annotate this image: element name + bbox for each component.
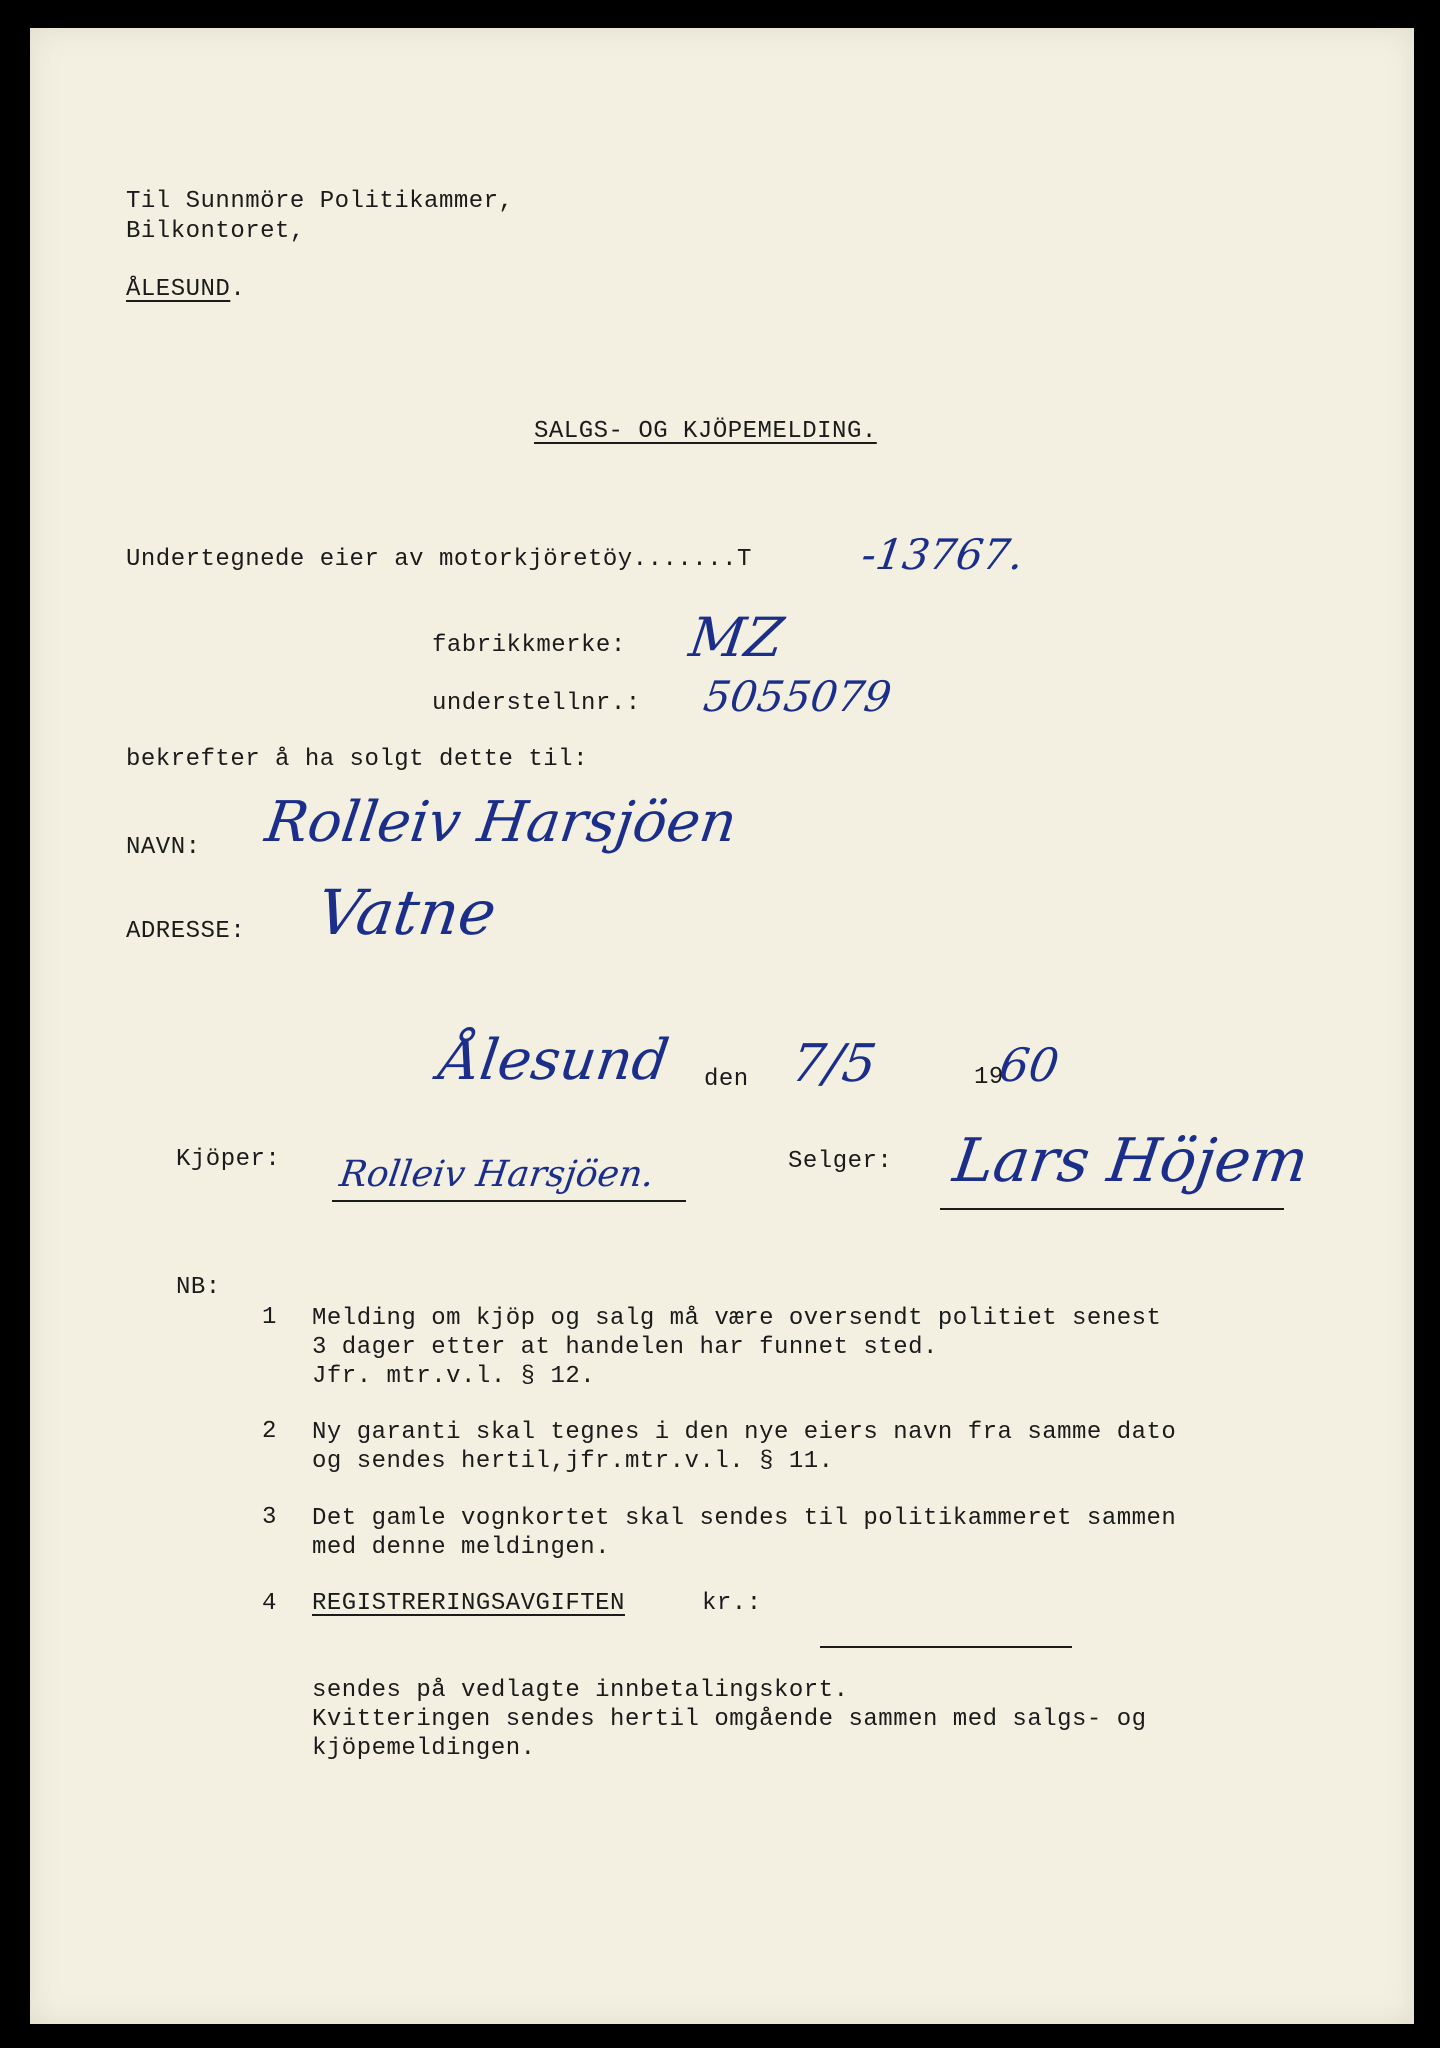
date-year-prefix: 19 xyxy=(974,1064,1004,1091)
address-city-suffix: . xyxy=(230,276,246,303)
buyer-signature-line xyxy=(332,1200,686,1202)
nb-item-1-text: Melding om kjöp og salg må være oversendt politiet senest 3 dager etter at handelen har funnet sted. Jfr. mtr.v.l. § 12. xyxy=(312,1305,1162,1390)
seller-signature-label: Selger: xyxy=(788,1148,893,1175)
buyer-signature: Rolleiv Harsjöen. xyxy=(337,1154,657,1195)
date-den-label: den xyxy=(704,1066,749,1093)
brand-value: MZ xyxy=(685,606,788,669)
address-line-2: Bilkontoret, xyxy=(126,218,305,245)
address-label: ADRESSE: xyxy=(126,918,246,945)
nb-item-2-number: 2 xyxy=(262,1418,277,1445)
nb-footer: sendes på vedlagte innbetalingskort. Kvitteringen sendes hertil omgående sammen med salgs- og kjöpemeldingen. xyxy=(312,1677,1147,1762)
chassis-value: 5055079 xyxy=(700,672,895,721)
buyer-intro: bekrefter å ha solgt dette til: xyxy=(126,746,588,773)
nb-item-4-number: 4 xyxy=(262,1590,277,1617)
address-line-1: Til Sunnmöre Politikammer, xyxy=(126,188,514,215)
address-city-row xyxy=(126,276,245,303)
vehicle-intro-label: Undertegnede eier av motorkjöretöy.......T xyxy=(126,546,752,573)
document-title: SALGS- OG KJÖPEMELDING. xyxy=(534,418,877,445)
nb-item-2-text: Ny garanti skal tegnes i den nye eiers navn fra samme dato og sendes hertil,jfr.mtr.v.l. § 11. xyxy=(312,1419,1177,1475)
nb-label: NB: xyxy=(176,1274,221,1301)
nb-item-4-title: REGISTRERINGSAVGIFTEN xyxy=(312,1590,625,1617)
registration-number: -13767. xyxy=(858,530,1027,579)
date-day-month: 7/5 xyxy=(787,1034,880,1094)
buyer-name: Rolleiv Harsjöen xyxy=(261,790,741,855)
buyer-address: Vatne xyxy=(312,876,501,949)
brand-label: fabrikkmerke: xyxy=(432,632,626,659)
date-year-suffix: 60 xyxy=(996,1038,1063,1092)
nb-item-3-number: 3 xyxy=(262,1504,277,1531)
date-place: Ålesund xyxy=(435,1028,673,1093)
seller-signature-line xyxy=(940,1208,1284,1210)
chassis-label: understellnr.: xyxy=(432,690,641,717)
address-city: ÅLESUND xyxy=(126,276,231,303)
nb-item-1-number: 1 xyxy=(262,1304,277,1331)
nb-item-4-kr: kr.: xyxy=(702,1590,762,1617)
buyer-signature-label: Kjöper: xyxy=(176,1146,281,1173)
seller-signature: Lars Höjem xyxy=(949,1126,1313,1196)
fee-amount-line xyxy=(820,1646,1072,1648)
name-label: NAVN: xyxy=(126,834,201,861)
nb-item-3-text: Det gamle vognkortet skal sendes til politikammeret sammen med denne meldingen. xyxy=(312,1505,1177,1561)
